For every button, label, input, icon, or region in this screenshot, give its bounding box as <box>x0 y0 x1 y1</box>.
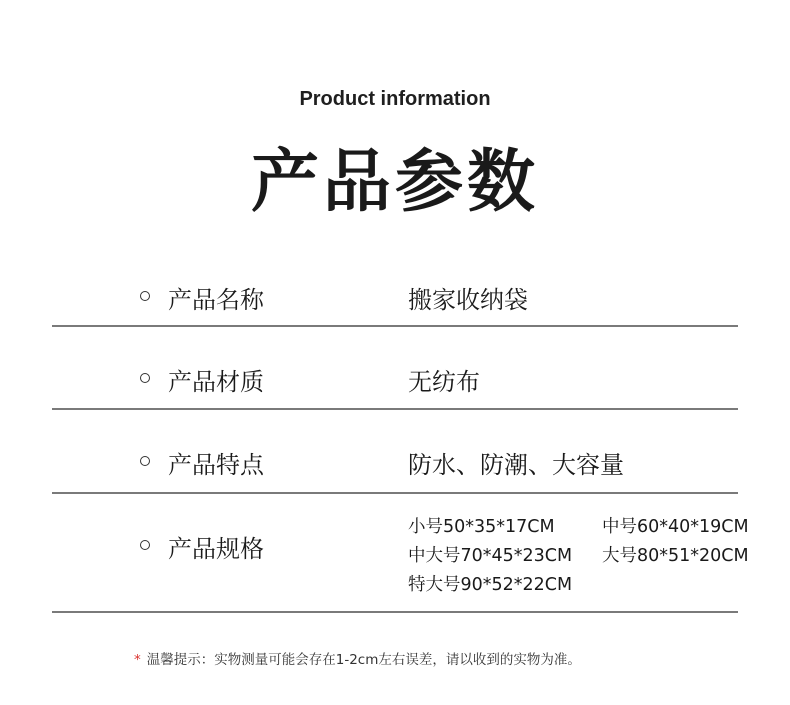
circle-bullet-icon <box>140 456 150 466</box>
subtitle-en: Product information <box>299 88 491 110</box>
spec-item: 中大号70*45*23CM <box>408 546 573 566</box>
param-row-features <box>52 445 738 479</box>
page-title: 产品参数 <box>250 143 539 222</box>
divider <box>52 325 738 327</box>
param-value: 防水、防潮、大容量 <box>408 451 624 479</box>
tip-note <box>134 648 581 668</box>
param-label: 产品特点 <box>168 451 264 479</box>
param-value: 无纺布 <box>408 368 480 396</box>
param-value: 搬家收纳袋 <box>408 286 528 314</box>
spec-item: 特大号90*52*22CM <box>408 575 573 595</box>
spec-item: 大号80*51*20CM <box>602 546 749 566</box>
spec-item: 小号50*35*17CM <box>408 517 555 537</box>
tip-text: 温馨提示：实物测量可能会存在1-2cm左右误差，请以收到的实物为准。 <box>146 652 581 668</box>
param-row-name <box>52 280 738 314</box>
param-label: 产品名称 <box>168 286 264 314</box>
divider <box>52 492 738 494</box>
asterisk-icon: * <box>134 652 141 668</box>
circle-bullet-icon <box>140 540 150 550</box>
param-label: 产品材质 <box>168 368 264 396</box>
spec-item: 中号60*40*19CM <box>602 517 749 537</box>
circle-bullet-icon <box>140 373 150 383</box>
param-label: 产品规格 <box>168 535 264 563</box>
divider <box>52 611 738 613</box>
circle-bullet-icon <box>140 291 150 301</box>
divider <box>52 408 738 410</box>
param-row-material <box>52 362 738 396</box>
